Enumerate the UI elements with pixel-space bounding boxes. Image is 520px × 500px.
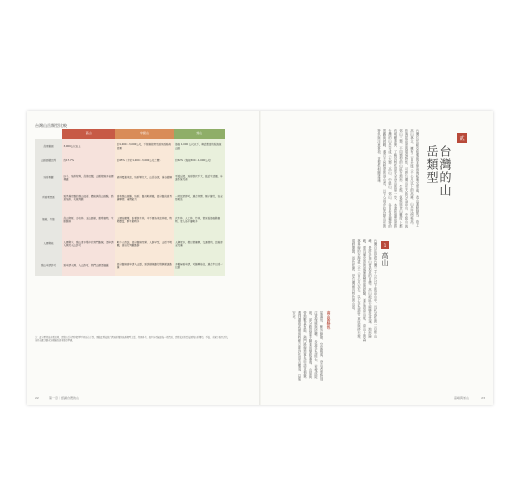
table-cell: 需有登山經驗，地形、路況較複雜，部分路段需具備攀爬、垂降能力 xyxy=(115,188,173,208)
body-text-block xyxy=(269,129,419,229)
table-title: 台灣山岳類型比較 xyxy=(35,123,67,128)
table-row xyxy=(35,188,225,208)
body-column: 山屋與營地數量有限，熱門路線需事先申請並抽籤。 xyxy=(302,311,312,381)
comparison-table xyxy=(35,129,225,276)
body-column: 高山林立，擁有二百多座三千公尺以上的高峰，山岳比例極高。 xyxy=(409,129,414,227)
body-column: 依海拔高度與環境特性，可將台灣山岳大致分為高山、中級山 xyxy=(404,129,408,224)
body-column: 步道多為碎石、岩稜或陡坡，部分路段需手腳並用攀爬通過。 xyxy=(308,311,318,379)
table-cell: 高山寒原、冷杉林、玉山圓柏，耐寒植物，生態脆弱 xyxy=(62,208,115,232)
table-cell: 人潮眾多，假日常擁擠，交通便利，設施齊全完備 xyxy=(174,232,225,256)
table-cell: 上層為闊葉、針葉混生林，中下層為茂密林相，物種豐富，野生動物多 xyxy=(115,208,173,232)
body-column: 與郊山三類，不同類型的山區在地形、生態、氣候與登山難度 xyxy=(398,129,408,229)
row-label: 植被、生態 xyxy=(35,208,62,232)
subsection-title: 高山的特色 xyxy=(327,311,331,329)
body-column: 氣溫低、紫外線強、空氣稀薄，登山者需特別注意保暖與防曬。 xyxy=(313,311,323,381)
table-header-row xyxy=(35,129,225,139)
header-low-mountain: 郊山 xyxy=(174,129,225,139)
table-cell: 平緩丘陵、地形起伏不大，貼近生活圈，步道系統完善 xyxy=(174,168,225,188)
row-label: 山區面積比例 xyxy=(35,154,62,168)
table-cell: 冰斗、地形特殊，高聳壯闊，山脈稜線多岩層裸露 xyxy=(62,168,115,188)
row-label: 高度範圍 xyxy=(35,139,62,154)
body-column: 各自有其獨特的景觀與挑戰，適合不同程度的登山者。 xyxy=(382,129,392,229)
table-cell: 需申請入園、入山許可，熱門山屋須抽籤 xyxy=(62,256,115,276)
body-column: 山峰，是許多登山者追求的目標。高山地區天候變化快速， xyxy=(367,239,377,339)
body-column: 台灣百岳是指台灣三千公尺以上的高山中，具代表性的一百座 xyxy=(373,239,377,334)
table-cell: 多數無需申請，可隨興前往，適合半日或一日遊 xyxy=(174,256,225,276)
header-mid-mountain: 中級山 xyxy=(115,129,173,139)
body-column: 草原與碎石坡，視野開闊，景色壯麗，是台灣最具特色的山景。 xyxy=(351,239,361,342)
table-cell: 約1,000～3,000公尺，下限視緯度及區域而略有差異 xyxy=(115,139,173,154)
table-footnote: 註：此分類僅為方便說明，實際山岳分類因標準不同而有差異。面積比例依據台灣地區數值地形模型計算，僅供參考。表中各項描述為一般情況，實際狀況仍需依個別山區環境、季節、天候等條件評估，出發前應詳細查詢相關資訊並做好準備。 xyxy=(35,336,230,343)
book-spread xyxy=(27,111,493,405)
row-label: 人煙稀疏 xyxy=(35,232,62,256)
table-cell: 3,000公尺以上 xyxy=(62,139,115,154)
chapter-title: 台灣的山岳類型 xyxy=(425,145,452,197)
table-row xyxy=(35,256,225,276)
header-high-mountain: 高山 xyxy=(62,129,115,139)
table-row xyxy=(35,232,225,256)
page-number-left: 22 xyxy=(35,396,39,400)
table-row xyxy=(35,139,225,154)
row-label: 地形景觀 xyxy=(35,168,62,188)
table-row xyxy=(35,154,225,168)
table-cell: 森林覆蓋茂密，地形變化大，山高谷深，溪谷縱橫 xyxy=(115,168,173,188)
table-cell: 人煙稀少，登山者多集中於熱門路線，須申請入園及入山許可 xyxy=(62,232,115,256)
running-head-left: 第一章｜認識台灣的山 xyxy=(49,396,80,400)
section-text-block xyxy=(337,239,377,344)
body-column: 上都有明顯差異，了解其特性是安全登山的第一步。 xyxy=(393,129,403,229)
table-cell: 需具備完整的登山技術、體能與高山經驗，熟悉地形、天候判斷 xyxy=(62,188,115,208)
table-row xyxy=(35,208,225,232)
body-column: 台灣位於歐亞板塊與菲律賓海板塊交界處，造山運動劇烈，島上 xyxy=(415,129,419,227)
table-row xyxy=(35,168,225,188)
table-cell: 約45%（介於1,000～3,000公尺之間） xyxy=(115,154,173,168)
running-head-right: 高峰與郊山 xyxy=(453,396,469,400)
row-label: 登山申請許可 xyxy=(35,256,62,276)
table-cell: 一般民眾即可，適合休閒、親子健行，安全性較高 xyxy=(174,188,225,208)
body-column: 以下分別介紹各類山岳的特色與注意事項，並提供相關建議。 xyxy=(376,129,386,229)
table-cell: 較少人造訪，部分路線荒廢、人跡罕至，山徑不明顯，需自行判斷路跡 xyxy=(115,232,173,256)
row-label: 所需素質區 xyxy=(35,188,62,208)
table-cell: 約17.7% xyxy=(62,154,115,168)
section-title: 高山 xyxy=(381,252,389,266)
subsection-text-block xyxy=(271,311,323,381)
table-corner xyxy=(35,129,62,139)
body-column: 遇到濃霧或強風時應立即評估是否撤退，以策安全。 xyxy=(291,311,301,381)
page-number-right: 23 xyxy=(481,396,485,400)
body-column: 高山上的森林界線約在海拔三千三百公尺左右，以上多為箭竹 xyxy=(356,239,366,342)
body-column: 地形險峻，需具備完善的裝備與豐富的經驗，並注意高山症。 xyxy=(362,239,372,339)
table-cell: 次生林、人工林、竹林，常見低海拔動植物，受人為干擾較多 xyxy=(174,208,225,232)
table-cell: 約52%（海拔500～1,000公尺） xyxy=(174,154,225,168)
table-cell: 部分路線需申請入山證，需詳細規劃行程與撤退路線 xyxy=(115,256,173,276)
body-column: 本書依據高度將台灣的山岳分成三大類：高山、中級山、郊山， xyxy=(387,129,397,229)
chapter-number-badge: 貳 xyxy=(457,133,467,143)
table-cell: 海拔 1,000 公尺以下，鄰近都會的低海拔山區 xyxy=(174,139,225,154)
section-number-badge: 1 xyxy=(381,241,389,249)
book-gutter xyxy=(259,111,261,405)
